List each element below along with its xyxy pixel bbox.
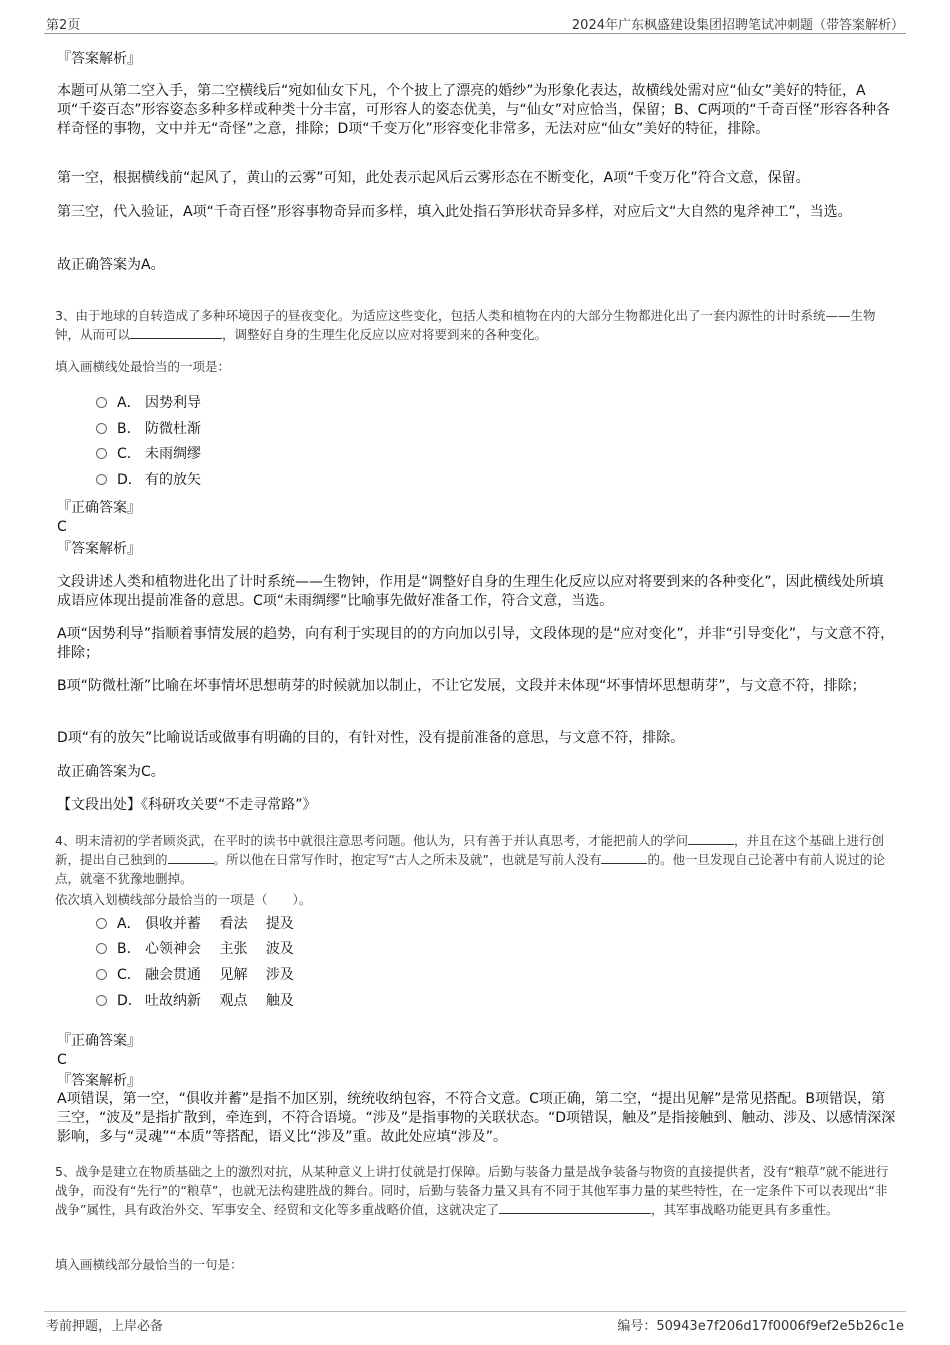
q3-prompt: 填入画横线处最恰当的一项是： <box>55 359 231 374</box>
q3-stem-part2: ，调整好自身的生理生化反应以应对将要到来的各种变化。 <box>222 327 548 342</box>
document-id-value: 50943e7f206d17f0006f9ef2e5b26c1e <box>656 1319 904 1334</box>
radio-icon[interactable] <box>96 397 107 408</box>
option-letter: D． <box>117 472 142 488</box>
option-text: 吐故纳新 观点 触及 <box>145 993 294 1009</box>
option-text: 心领神会 主张 波及 <box>145 941 294 957</box>
q4-fill-blank-2 <box>168 851 214 864</box>
q4-analysis-label: 『答案解析』 <box>57 1073 141 1089</box>
option-text: 融会贯通 见解 涉及 <box>145 967 294 983</box>
q3-option-b[interactable] <box>96 419 201 439</box>
q3-source: 【文段出处】《科研攻关要“不走寻常路”》 <box>57 797 317 813</box>
q3-option-a[interactable] <box>96 393 201 413</box>
header-divider <box>44 33 906 34</box>
q4-option-a[interactable] <box>96 914 294 934</box>
q3-analysis-label: 『答案解析』 <box>57 541 141 557</box>
radio-icon[interactable] <box>96 448 107 459</box>
q4-fill-blank-3 <box>601 851 647 864</box>
option-text: 有的放矢 <box>145 472 201 488</box>
footer-divider <box>44 1311 906 1312</box>
q2-analysis-p4: 故正确答案为A。 <box>57 257 165 273</box>
q5-stem-part2: ，其军事战略功能更具有多重性。 <box>650 1202 839 1217</box>
q4-option-b[interactable] <box>96 939 294 959</box>
q3-stem <box>55 306 897 344</box>
q4-fill-blank-1 <box>688 832 734 845</box>
radio-icon[interactable] <box>96 969 107 980</box>
document-id-label: 编号： <box>617 1319 657 1334</box>
q4-answer: C <box>57 1052 67 1068</box>
q5-stem-part1: 5、战争是建立在物质基础之上的激烈对抗，从某种意义上讲打仗就是打保障。后勤与装备力量是战争装备与物资的直接提供者，没有“粮草”就不能进行战争，而没有“先行”的“粮草”，也就无法构建胜战的舞台。同时，后勤与装备力量又具有不同于其他军事力量的某些特性，在一定条件下可以表现出“非战争”属性，具有政治外交、军事安全、经贸和文化等多重战略价值，这就决定了 <box>55 1164 889 1217</box>
option-letter: C． <box>117 967 141 983</box>
q3-analysis-p1: 文段讲述人类和植物进化出了计时系统——生物钟，作用是“调整好自身的生理生化反应以应对将要到来的各种变化”，因此横线处所填成语应体现出提前准备的意思。C项“未雨绸缪”比喻事先做好准备工作，符合文意，当选。 <box>57 574 884 609</box>
option-letter: C． <box>117 446 141 462</box>
radio-icon[interactable] <box>96 943 107 954</box>
option-text: 俱收并蓄 看法 提及 <box>145 916 294 932</box>
q3-stem-part1: 3、由于地球的自转造成了多种环境因子的昼夜变化。为适应这些变化，包括人类和植物在内的大部分生物都进化出了一套内源性的计时系统——生物钟，从而可以 <box>55 308 876 342</box>
q3-analysis-p3: B项“防微杜渐”比喻在坏事情坏思想萌芽的时候就加以制止，不让它发展，文段并未体现“坏事情坏思想萌芽”，与文意不符，排除； <box>57 678 866 694</box>
document-id <box>617 1315 904 1334</box>
radio-icon[interactable] <box>96 474 107 485</box>
q5-prompt: 填入画横线部分最恰当的一句是： <box>55 1257 243 1272</box>
radio-icon[interactable] <box>96 995 107 1006</box>
q4-analysis: A项错误，第一空，“俱收并蓄”是指不加区别，统统收纳包容，不符合文意。C项正确，第二空，“提出见解”是常见搭配。B项错误，第三空，“波及”是指扩散到，牵连到，不符合语境。“涉及”是指事物的关联状态。“D项错误，触及”是指接触到、触动、涉及、以感情深深影响，多与“灵魂”“本质”等搭配，语义比“涉及”重。故此处应填“涉及”。 <box>57 1091 896 1145</box>
q3-analysis-p4: D项“有的放矢”比喻说话或做事有明确的目的，有针对性，没有提前准备的意思，与文意不符，排除。 <box>57 730 685 746</box>
q4-option-d[interactable] <box>96 991 294 1011</box>
q2-analysis-p3: 第三空，代入验证，A项“千奇百怪”形容事物奇异而多样，填入此处指石笋形状奇异多样，对应后文“大自然的鬼斧神工”，当选。 <box>57 204 852 220</box>
q4-prompt: 依次填入划横线部分最恰当的一项是（ ）。 <box>55 892 312 907</box>
q3-analysis-p5: 故正确答案为C。 <box>57 764 165 780</box>
option-text: 防微杜渐 <box>145 421 201 437</box>
q4-stem <box>55 831 897 888</box>
q5-stem <box>55 1162 897 1219</box>
q3-fill-blank <box>130 326 222 339</box>
q4-stem-part2: ，并且在这个基础上进行创新，提出自己独到的 <box>55 833 884 867</box>
q2-analysis-p1: 本题可从第二空入手，第二空横线后“宛如仙女下凡，个个披上了漂亮的婚纱”为形象化表达，故横线处需对应“仙女”美好的特征，A项“千姿百态”形容姿态多种多样或种类十分丰富，可形容人的姿态优美，与“仙女”对应恰当，保留；B、C两项的“千奇百怪”形容各种各样奇怪的事物，文中并无“奇怪”之意，排除；D项“千变万化”形容变化非常多，无法对应“仙女”美好的特征，排除。 <box>57 83 890 137</box>
footer-slogan: 考前押题，上岸必备 <box>46 1319 164 1334</box>
q4-stem-part4: 的。他一旦发现自己论著中有前人说过的论点，就毫不犹豫地删掉。 <box>55 852 885 886</box>
q3-answer-label: 『正确答案』 <box>57 500 141 516</box>
q2-analysis-p2: 第一空，根据横线前“起风了，黄山的云雾”可知，此处表示起风后云雾形态在不断变化，A项“千变万化”符合文意，保留。 <box>57 170 810 186</box>
q4-stem-part1: 4、明末清初的学者顾炎武，在平时的读书中就很注意思考问题。他认为，只有善于并认真思考，才能把前人的学问 <box>55 833 688 848</box>
q5-fill-blank <box>499 1201 651 1214</box>
document-title: 2024年广东枫盛建设集团招聘笔试冲刺题（带答案解析） <box>571 18 904 33</box>
option-text: 因势利导 <box>145 395 201 411</box>
option-letter: A． <box>117 395 141 411</box>
radio-icon[interactable] <box>96 423 107 434</box>
q3-analysis-p2: A项“因势利导”指顺着事情发展的趋势，向有利于实现目的的方向加以引导，文段体现的是“应对变化”，并非“引导变化”，与文意不符，排除； <box>57 626 895 661</box>
option-letter: B． <box>117 941 141 957</box>
option-letter: A． <box>117 916 141 932</box>
q2-analysis-label: 『答案解析』 <box>57 51 141 67</box>
radio-icon[interactable] <box>96 918 107 929</box>
q4-answer-label: 『正确答案』 <box>57 1033 141 1049</box>
option-letter: D． <box>117 993 142 1009</box>
option-text: 未雨绸缪 <box>145 446 201 462</box>
q4-stem-part3: 。所以他在日常写作时，抱定写“古人之所未及就”，也就是写前人没有 <box>213 852 602 867</box>
q4-option-c[interactable] <box>96 965 294 985</box>
q3-option-c[interactable] <box>96 444 201 464</box>
page-number: 第2页 <box>46 18 81 33</box>
q3-option-d[interactable] <box>96 470 201 490</box>
option-letter: B． <box>117 421 141 437</box>
q3-answer: C <box>57 519 67 535</box>
